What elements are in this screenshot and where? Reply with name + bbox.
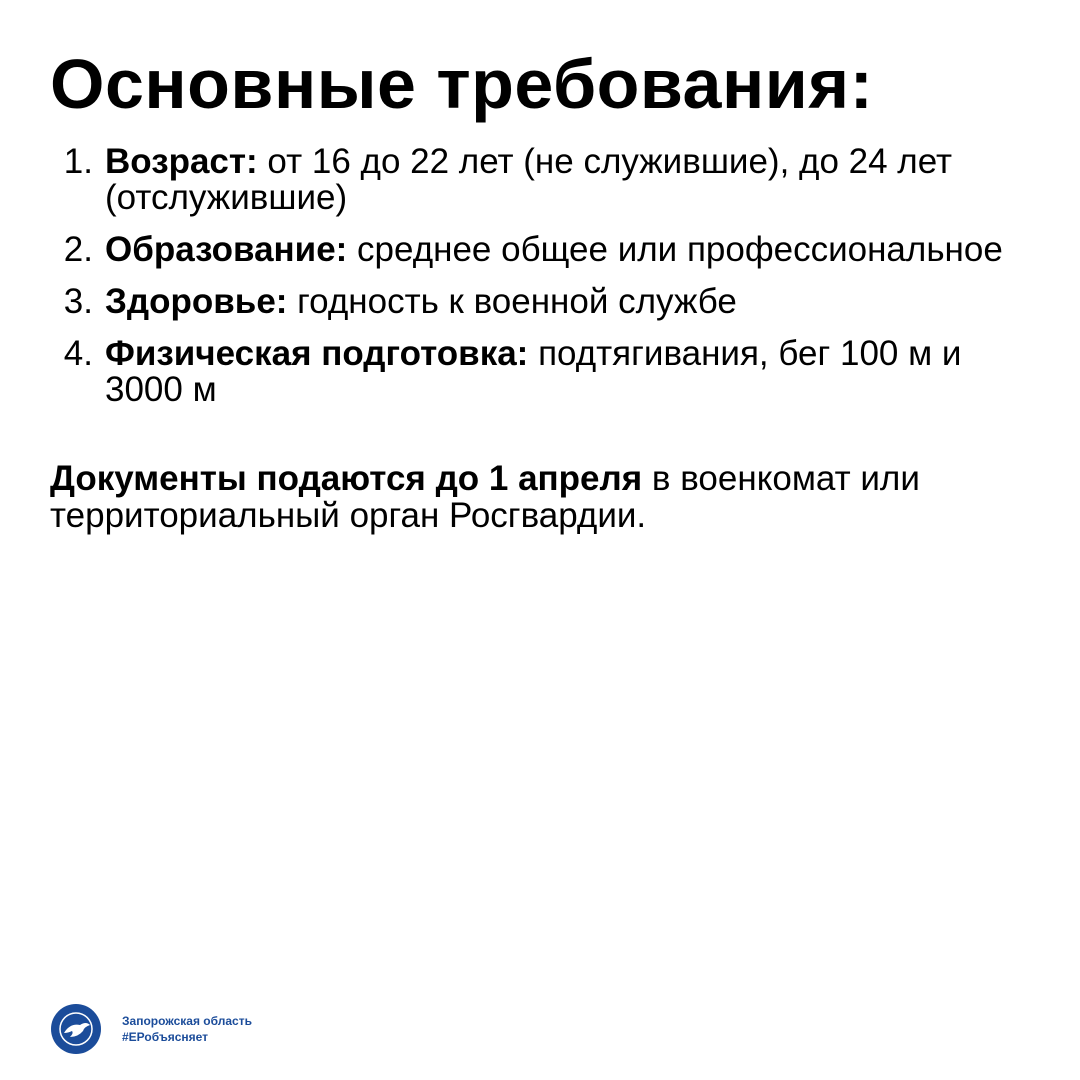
footer <box>50 1003 252 1055</box>
item-number: 3. <box>63 282 93 321</box>
note-bold: Документы подаются до 1 апреля <box>50 459 643 498</box>
item-text: подтягивания, бег 100 м и 3000 м <box>105 334 962 409</box>
item-label: Возраст: <box>105 142 258 181</box>
requirements-list <box>50 144 1010 424</box>
item-number: 1. <box>63 142 93 181</box>
deadline-note <box>50 460 1030 534</box>
footer-region: Запорожская область <box>122 1014 252 1028</box>
item-text: годность к военной службе <box>287 282 737 321</box>
item-text: от 16 до 22 лет (не служившие), до 24 лет (отслужившие) <box>105 142 953 217</box>
item-label: Физическая подготовка: <box>105 334 529 373</box>
footer-hashtag[interactable]: #ЕРобъясняет <box>122 1030 209 1044</box>
note-text: в военкомат или территориальный орган Росгвардии. <box>50 459 920 535</box>
item-label: Образование: <box>105 230 348 269</box>
list-item <box>50 284 1010 320</box>
list-item <box>50 336 1010 408</box>
item-number: 4. <box>63 334 93 373</box>
item-number: 2. <box>63 230 93 269</box>
list-item <box>50 232 1010 268</box>
item-label: Здоровье: <box>105 282 288 321</box>
page-title: Основные требования: <box>50 45 874 123</box>
list-item <box>50 144 1010 216</box>
party-logo-icon <box>50 1003 102 1055</box>
item-text: среднее общее или профессиональное <box>347 230 1003 269</box>
